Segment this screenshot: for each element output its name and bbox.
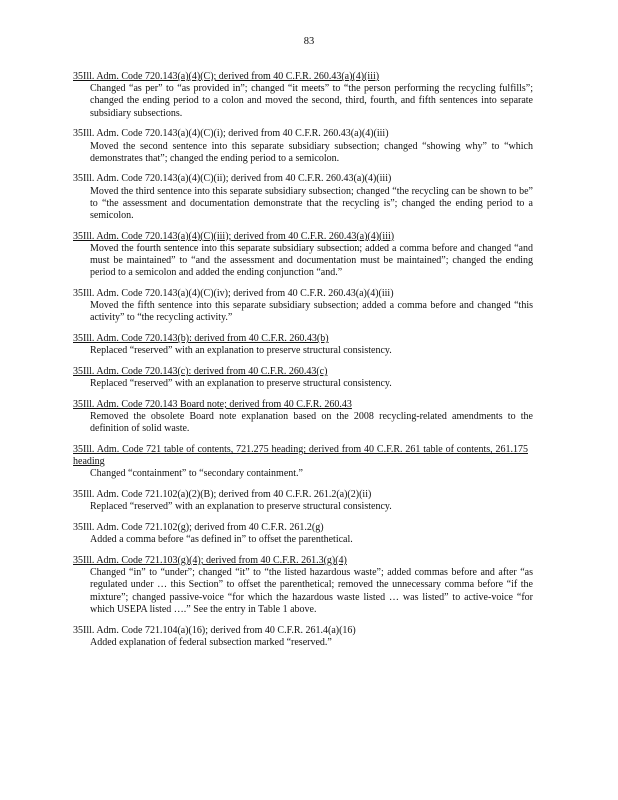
entry-721-toc-721-275 [73, 444, 533, 481]
entry-heading: 35Ill. Adm. Code 720.143 Board note; derived from 40 C.F.R. 260.43 [73, 398, 352, 410]
entry-heading: 35Ill. Adm. Code 720.143(a)(4)(C)(i); derived from 40 C.F.R. 260.43(a)(4)(iii) [73, 128, 389, 140]
entry-721-102-g [73, 522, 533, 546]
entry-heading: 35Ill. Adm. Code 720.143(a)(4)(C)(iv); derived from 40 C.F.R. 260.43(a)(4)(iii) [73, 288, 394, 300]
entry-721-104-a-16 [73, 625, 533, 649]
entry-heading: 35Ill. Adm. Code 721.104(a)(16); derived from 40 C.F.R. 261.4(a)(16) [73, 624, 356, 636]
entry-721-103-g-4 [73, 555, 533, 616]
entry-heading: 35Ill. Adm. Code 721.103(g)(4); derived from 40 C.F.R. 261.3(g)(4) [73, 555, 347, 566]
entry-description: Moved the fourth sentence into this separate subsidiary subsection; added a comma before and changed “and must be maintained” to “and the assessment and documentation must be maintained”; changed the ending period to a semicolon and added the ending conjunction “and.” [90, 242, 533, 279]
entry-description: Moved the second sentence into this separate subsidiary subsection; changed “showing why” to “which demonstrates that”; changed the ending period to a semicolon. [90, 140, 533, 164]
page-number: 83 [303, 36, 315, 47]
entry-description: Added explanation of federal subsection marked “reserved.” [90, 636, 332, 648]
entry-heading: 35Ill. Adm. Code 720.143(c): derived from 40 C.F.R. 260.43(c) [73, 366, 328, 378]
entry-720-143-a-4-c-ii [73, 173, 533, 222]
entry-720-143-b [73, 333, 533, 357]
entry-720-143-a-4-c-i [73, 128, 533, 165]
entry-description: Moved the fifth sentence into this separate subsidiary subsection; added a comma before and changed “this activity” to “the recycling activity.” [90, 300, 533, 324]
entry-heading: 35Ill. Adm. Code 720.143(b): derived from 40 C.F.R. 260.43(b) [73, 333, 329, 345]
entry-description: Moved the third sentence into this separate subsidiary subsection; changed “the recycling can be shown to be” to “the assessment and documentation demonstrate that the recycling is”; changed the ending period to a semicolon. [90, 185, 533, 222]
entry-heading: 35Ill. Adm. Code 720.143(a)(4)(C)(iii); derived from 40 C.F.R. 260.43(a)(4)(iii) [73, 230, 395, 242]
entry-description: Changed “containment” to “secondary containment.” [90, 468, 303, 480]
entry-720-143-board-note [73, 399, 533, 436]
entry-heading: 35Ill. Adm. Code 720.143(a)(4)(C)(ii); derived from 40 C.F.R. 260.43(a)(4)(iii) [73, 173, 392, 185]
entry-description: Removed the obsolete Board note explanation based on the 2008 recycling-related amendments to the definition of solid waste. [90, 411, 533, 435]
entry-721-102-a-2-b [73, 489, 533, 513]
entry-heading: 35Ill. Adm. Code 721.102(a)(2)(B); derived from 40 C.F.R. 261.2(a)(2)(ii) [73, 489, 372, 501]
entry-description: Replaced “reserved” with an explanation to preserve structural consistency. [90, 378, 392, 390]
entry-720-143-a-4-c-iii [73, 231, 533, 280]
entry-720-143-a-4-c-iv [73, 288, 533, 325]
entry-720-143-a-4-c [73, 71, 533, 120]
entry-description: Replaced “reserved” with an explanation to preserve structural consistency. [90, 345, 392, 357]
entry-heading: 35Ill. Adm. Code 721.102(g); derived from 40 C.F.R. 261.2(g) [73, 522, 324, 534]
entry-heading: 35Ill. Adm. Code 721 table of contents, 721.275 heading; derived from 40 C.F.R. 261 table of contents, 261.175 heading [73, 444, 528, 468]
entry-description: Changed “in” to “under”; changed “it” to “the listed hazardous waste”; added commas before and after “as regulated under … this Section” to offset the parenthetical; removed the unnecessary comma before “if the mixture”; changed passive-voice “for which the hazardous waste listed … was listed” to active-voice “for which USEPA listed ….” See the entry in Table 1 above. [90, 567, 533, 615]
entry-description: Changed “as per” to “as provided in”; changed “it meets” to “the person performing the recycling fulfills”; changed the ending period to a colon and moved the second, third, fourth, and fifth sentences into separate subsidiary subsections. [90, 83, 533, 119]
derivation-entries [73, 71, 533, 657]
entry-720-143-c [73, 366, 533, 390]
entry-description: Replaced “reserved” with an explanation to preserve structural consistency. [90, 501, 392, 513]
entry-description: Added a comma before “as defined in” to offset the parenthetical. [90, 534, 353, 546]
entry-heading: 35Ill. Adm. Code 720.143(a)(4)(C); derived from 40 C.F.R. 260.43(a)(4)(iii) [73, 71, 380, 82]
